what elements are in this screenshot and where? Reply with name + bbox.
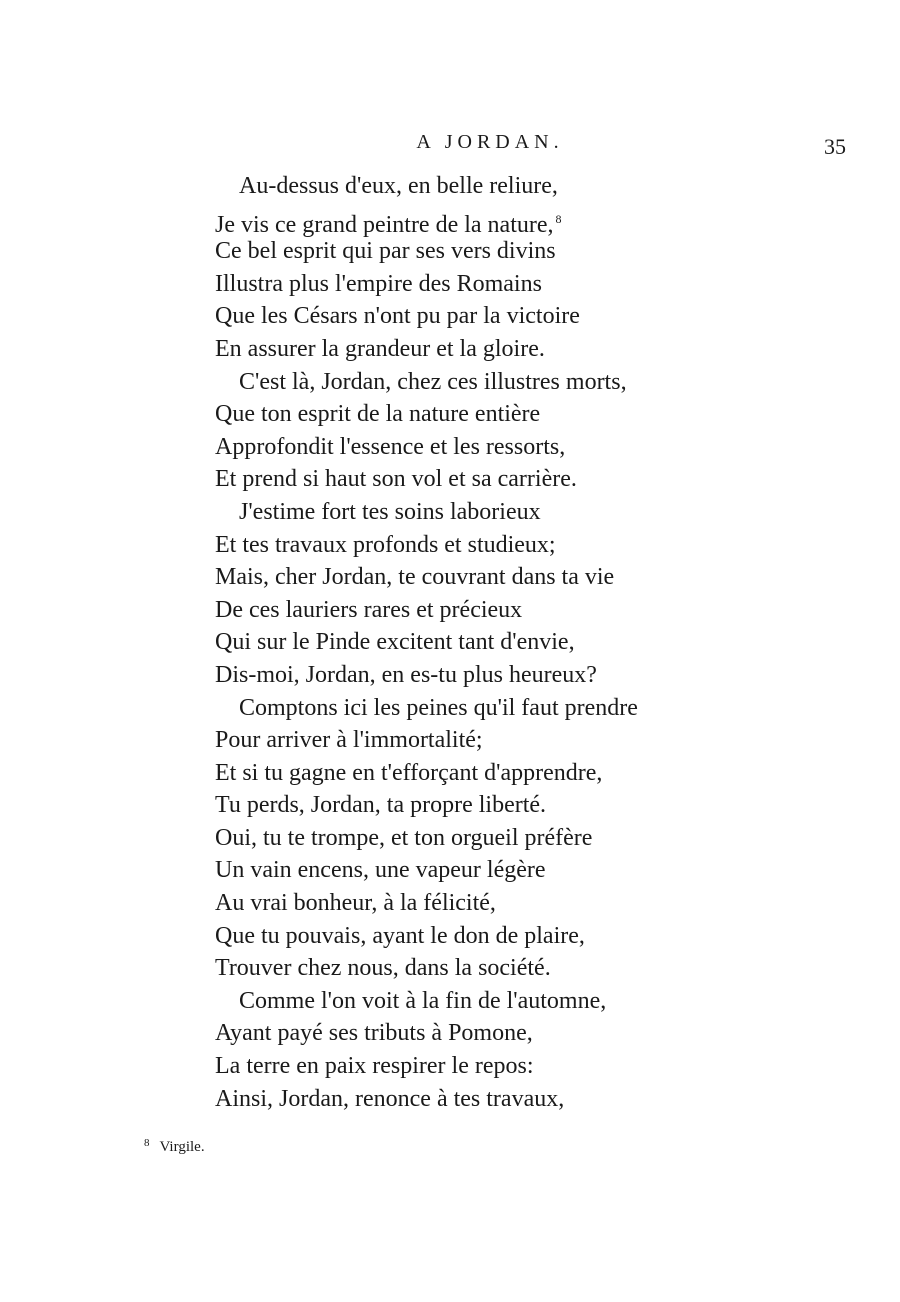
verse-line xyxy=(215,333,855,366)
verse-text: Dis-moi, Jordan, en es-tu plus heureux? xyxy=(215,661,597,688)
verse-text: Et si tu gagne en t'efforçant d'apprendre, xyxy=(215,759,603,786)
running-head-title: A JORDAN. xyxy=(416,131,564,153)
verse-text: Oui, tu te trompe, et ton orgueil préfère xyxy=(215,824,593,851)
verse-line xyxy=(215,268,855,301)
verse-text: Je vis ce grand peintre de la nature, xyxy=(215,211,554,238)
verse-text: Que tu pouvais, ayant le don de plaire, xyxy=(215,922,585,949)
verse-text: Illustra plus l'empire des Romains xyxy=(215,270,542,297)
verse-line xyxy=(215,822,855,855)
verse-line xyxy=(215,170,855,203)
verse-line xyxy=(215,952,855,985)
verse-line xyxy=(215,431,855,464)
verse-line xyxy=(215,594,855,627)
verse-line xyxy=(215,398,855,431)
verse-text: Approfondit l'essence et les ressorts, xyxy=(215,433,566,460)
verse-line xyxy=(215,235,855,268)
verse-text: Un vain encens, une vapeur légère xyxy=(215,857,546,884)
verse-line xyxy=(215,757,855,790)
verse-text: Comme l'on voit à la fin de l'automne, xyxy=(239,987,607,1014)
footnote-text: Virgile. xyxy=(159,1139,205,1155)
verse-text: En assurer la grandeur et la gloire. xyxy=(215,335,545,362)
footnote-reference: 8 xyxy=(555,211,562,226)
verse-line xyxy=(215,887,855,920)
verse-text: Au-dessus d'eux, en belle reliure, xyxy=(239,173,558,199)
verse-line xyxy=(215,529,855,562)
verse-line xyxy=(215,496,855,529)
verse-text: Mais, cher Jordan, te couvrant dans ta vie xyxy=(215,564,615,591)
verse-line xyxy=(215,789,855,822)
verse-line xyxy=(215,300,855,333)
verse-text: Tu perds, Jordan, ta propre liberté. xyxy=(215,792,547,819)
verse-line xyxy=(215,626,855,659)
footnote-number: 8 xyxy=(144,1137,150,1149)
verse-text: C'est là, Jordan, chez ces illustres morts, xyxy=(239,368,627,395)
verse-line xyxy=(215,854,855,887)
verse-text: Ainsi, Jordan, renonce à tes travaux, xyxy=(215,1085,565,1112)
footnote xyxy=(144,1137,205,1156)
verse-text: Que ton esprit de la nature entière xyxy=(215,401,541,428)
verse-line xyxy=(215,203,855,236)
verse-line xyxy=(215,1050,855,1083)
verse-text: Ce bel esprit qui par ses vers divins xyxy=(215,238,556,265)
verse-line xyxy=(215,920,855,953)
verse-text: Au vrai bonheur, à la félicité, xyxy=(215,890,496,917)
verse-text: Que les Césars n'ont pu par la victoire xyxy=(215,303,580,330)
verse-line xyxy=(215,463,855,496)
verse-line xyxy=(215,659,855,692)
verse-text: Et tes travaux profonds et studieux; xyxy=(215,531,556,558)
verse-line xyxy=(215,692,855,725)
verse-line xyxy=(215,724,855,757)
verse-text: Et prend si haut son vol et sa carrière. xyxy=(215,466,577,493)
verse-line xyxy=(215,1083,855,1116)
verse-text: Trouver chez nous, dans la société. xyxy=(215,955,551,982)
verse-text: De ces lauriers rares et précieux xyxy=(215,596,523,623)
verse-text: J'estime fort tes soins laborieux xyxy=(239,498,541,525)
verse-text: Comptons ici les peines qu'il faut prendre xyxy=(239,694,638,721)
verse-line xyxy=(215,366,855,399)
verse-line xyxy=(215,561,855,594)
verse-text: Pour arriver à l'immortalité; xyxy=(215,727,483,754)
page-number: 35 xyxy=(824,134,846,159)
poem-body xyxy=(215,170,855,1115)
verse-line xyxy=(215,985,855,1018)
verse-text: Qui sur le Pinde excitent tant d'envie, xyxy=(215,629,575,656)
verse-text: La terre en paix respirer le repos: xyxy=(215,1053,534,1080)
verse-text: Ayant payé ses tributs à Pomone, xyxy=(215,1020,533,1047)
verse-line xyxy=(215,1017,855,1050)
